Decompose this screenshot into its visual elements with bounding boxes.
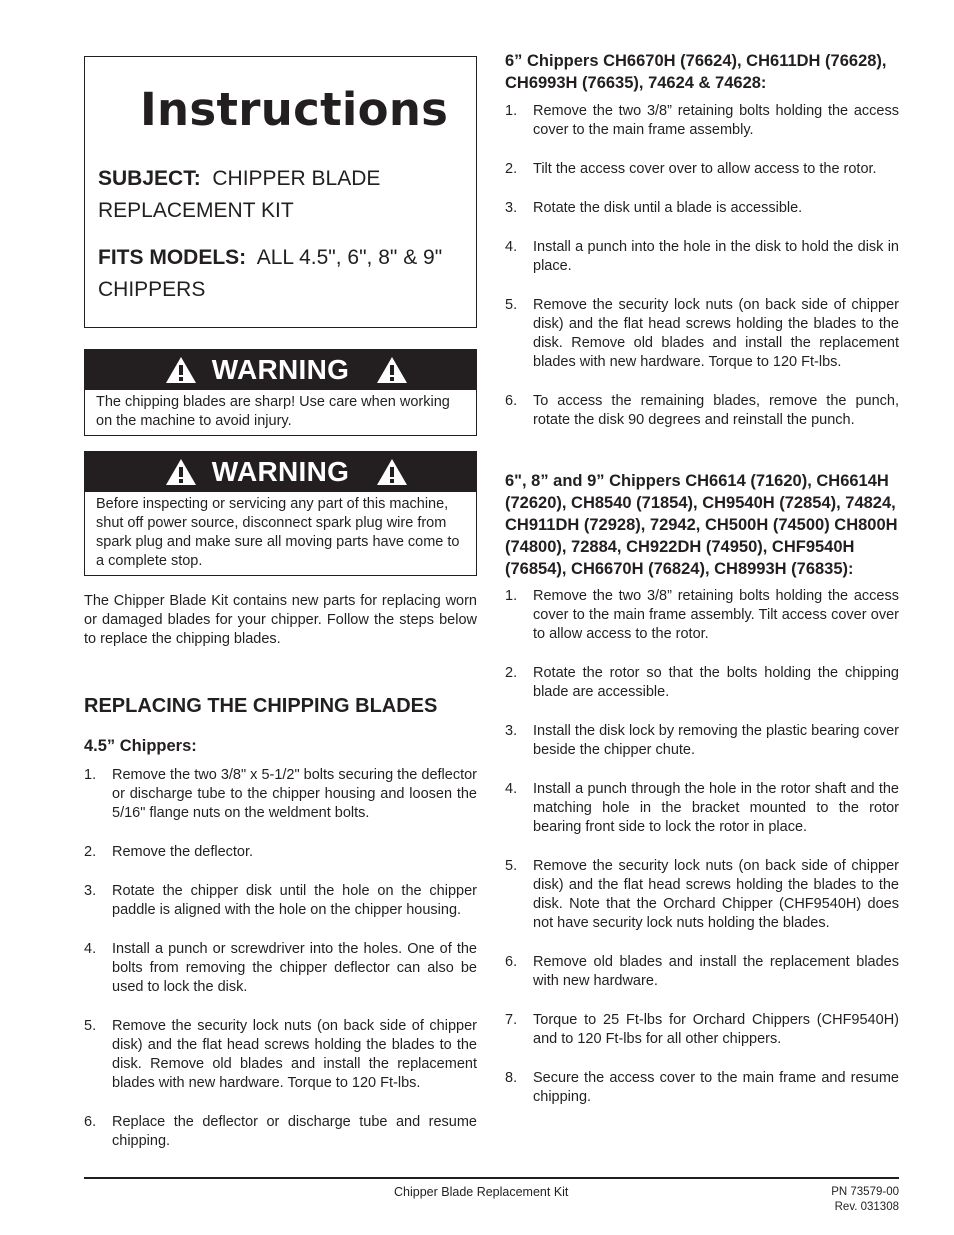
warning-box-sharp-blades bbox=[84, 349, 477, 436]
warning-triangle-icon bbox=[164, 457, 198, 487]
steps-list-6-8-9-chippers bbox=[505, 587, 899, 1107]
step-item: 3. Rotate the disk until a blade is accessible. bbox=[505, 200, 803, 216]
fits-models-value: ALL 4.5", 6", 8" & 9" CHIPPERS bbox=[98, 246, 443, 301]
step-item: 1. Remove the two 3/8” retaining bolts holding the access cover to the main frame assembly. bbox=[505, 103, 899, 138]
step-item: 5. Remove the security lock nuts (on back side of chipper disk) and the flat head screws holding the blades to the disk. Remove old blades and install the replacement blades with new hardware. Torque to 120 Ft-lbs. bbox=[505, 297, 899, 370]
subject-label: SUBJECT: bbox=[98, 167, 201, 190]
step-item: 7. Torque to 25 Ft-lbs for Orchard Chippers (CHF9540H) and to 120 Ft-lbs for all other chippers. bbox=[505, 1012, 899, 1047]
warning-heading: WARNING bbox=[211, 456, 350, 487]
subsection-heading-6-chippers: 6” Chippers CH6670H (76624), CH611DH (76628), CH6993H (76635), 74624 & 74628: bbox=[505, 52, 887, 92]
warning-heading: WARNING bbox=[211, 354, 350, 385]
revision: Rev. 031308 bbox=[834, 1201, 899, 1213]
subject-value: CHIPPER BLADE REPLACEMENT KIT bbox=[98, 167, 381, 222]
left-column bbox=[84, 56, 477, 1151]
step-item: 1. Remove the two 3/8” retaining bolts holding the access cover to the main frame assembly. Tilt access cover over to allow access to the rotor. bbox=[505, 588, 899, 642]
step-item: 5. Remove the security lock nuts (on back side of chipper disk) and the flat head screws holding the blades to the disk. Note that the Orchard Chipper (CHF9540H) does not have security lock nuts holding the blades. bbox=[505, 858, 899, 931]
fits-models-label: FITS MODELS: bbox=[98, 246, 247, 269]
step-item: 6. Remove old blades and install the replacement blades with new hardware. bbox=[505, 954, 899, 989]
steps-list-4-5-chippers bbox=[84, 766, 477, 1151]
fits-models-line bbox=[98, 242, 464, 306]
step-item: 6. Replace the deflector or discharge tube and resume chipping. bbox=[84, 1114, 477, 1149]
right-column bbox=[505, 50, 899, 1107]
step-item: 4. Install a punch through the hole in the rotor shaft and the matching hole in the bracket mounted to the rotor bearing front side to lock the rotor in place. bbox=[505, 781, 899, 835]
title-box bbox=[84, 56, 477, 328]
step-item: 3. Install the disk lock by removing the plastic bearing cover beside the chipper chute. bbox=[505, 723, 899, 758]
subject-line bbox=[98, 163, 464, 227]
step-item: 2. Tilt the access cover over to allow access to the rotor. bbox=[505, 161, 877, 177]
warning-text: Before inspecting or servicing any part of this machine, shut off power source, disconnect spark plug wire from spark plug and make sure all moving parts have come to a complete stop. bbox=[96, 496, 460, 569]
step-item: 5. Remove the security lock nuts (on back side of chipper disk) and the flat head screws holding the blades to the disk. Remove old blades and install the replacement blades with new hardware. Torque to 120 Ft-lbs. bbox=[84, 1018, 477, 1091]
subsection-heading-6-8-9-chippers: 6", 8” and 9” Chippers CH6614 (71620), CH6614H (72620), CH8540 (71854), CH9540H (72854), 74824, CH911DH (72928), 72942, CH500H (74500) CH800H (74800), 72884, CH922DH (74950), CHF9540H (76854), CH6670H (76824), CH8993H (76835): bbox=[505, 472, 898, 578]
warning-triangle-icon bbox=[375, 355, 409, 385]
warning-header bbox=[85, 452, 476, 492]
step-item: 3. Rotate the chipper disk until the hole on the chipper paddle is aligned with the hole on the chipper housing. bbox=[84, 883, 477, 918]
footer-divider bbox=[84, 1177, 899, 1179]
warning-box-power-off bbox=[84, 451, 477, 576]
warning-header bbox=[85, 350, 476, 390]
section-heading: REPLACING THE CHIPPING BLADES bbox=[84, 695, 438, 717]
page-title: Instructions bbox=[140, 83, 449, 136]
part-number: PN 73579-00 bbox=[831, 1186, 899, 1198]
warning-triangle-icon bbox=[375, 457, 409, 487]
warning-triangle-icon bbox=[164, 355, 198, 385]
step-item: 1. Remove the two 3/8" x 5-1/2" bolts securing the deflector or discharge tube to the chipper housing and loosen the 5/16" flange nuts on the weldment bolts. bbox=[84, 767, 477, 821]
warning-text: The chipping blades are sharp! Use care when working on the machine to avoid injury. bbox=[96, 394, 450, 429]
step-item: 4. Install a punch into the hole in the disk to hold the disk in place. bbox=[505, 239, 899, 274]
step-item: 2. Remove the deflector. bbox=[84, 844, 254, 860]
steps-list-6-chippers bbox=[505, 102, 899, 430]
subsection-heading-4-5-chippers: 4.5” Chippers: bbox=[84, 737, 197, 755]
step-item: 8. Secure the access cover to the main frame and resume chipping. bbox=[505, 1070, 899, 1105]
footer-document-title: Chipper Blade Replacement Kit bbox=[394, 1185, 569, 1199]
intro-paragraph: The Chipper Blade Kit contains new parts for replacing worn or damaged blades for your chipper. Follow the steps below to replace the chipping blades. bbox=[84, 593, 477, 647]
step-item: 2. Rotate the rotor so that the bolts holding the chipping blade are accessible. bbox=[505, 665, 899, 700]
step-item: 4. Install a punch or screwdriver into the holes. One of the bolts from removing the chipper deflector can also be used to lock the disk. bbox=[84, 941, 477, 995]
step-item: 6. To access the remaining blades, remove the punch, rotate the disk 90 degrees and reinstall the punch. bbox=[505, 393, 899, 428]
footer-part-info bbox=[831, 1185, 899, 1215]
